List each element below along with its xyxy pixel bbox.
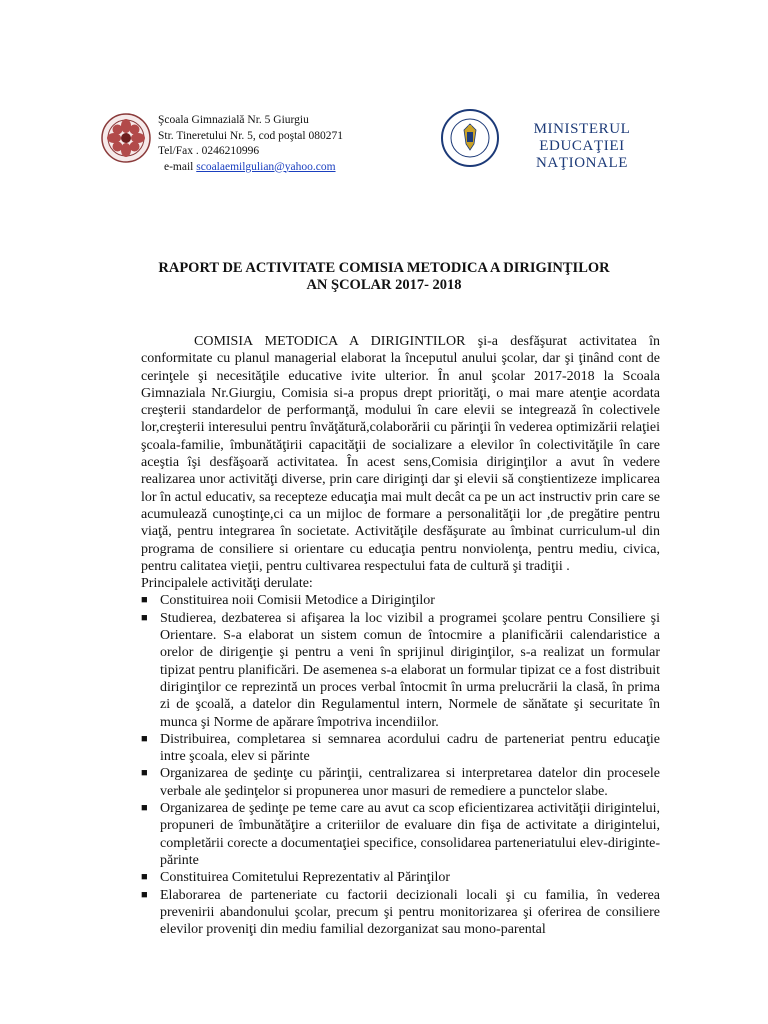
- school-phone: Tel/Fax . 0246210996: [158, 145, 260, 157]
- intro-paragraph: COMISIA METODICA A DIRIGINTILOR şi-a desfăşurat activitatea în conformitate cu planul managerial elaborat la începutul anului şcolar, dar şi ţinând cont de cerinţele şi necesităţile educative ivite ulterior. În anul şcolar 2017-2018 la Scoala Gimnaziala Nr.Giurgiu, Comisia si-a propus drept priorităţi, o mai mare atenţie acordata creşterii standardelor de performanţă, modului în care elevii se integrează în colectivele lor,creşterii interesului pentru învăţătură,colaborării cu părinţii în vederea optimizării relaţiei şcoala-familie, îmbunătăţirii capacităţii de socializare a elevilor în colectivităţile în care aceştia îşi desfăşoară activitatea. În acest sens,Comisia diriginţilor a avut în vedere realizarea unor activităţi diverse, prin care diriginţi dar şi elevii să conştientizeze implicarea lor în actul educativ, sa recepteze educaţia mai mult decât ca pe un act instructiv prin care se acumulează cunoştinţe,ci ca un mijloc de formare a personalităţii lor ,de pregătire pentru viaţă, pentru integrarea în societate. Activităţile desfăşurate au îmbinat curriculum-ul din programa de consiliere si orientare cu educaţia pentru nonviolenţa, pentru mediu, civica, pentru calitatea vieţii, pentru cultivarea respectului fata de cultură şi tradiţii .: [141, 334, 660, 574]
- school-name: Şcoala Gimnazială Nr. 5 Giurgiu: [158, 114, 309, 126]
- list-item: [141, 610, 660, 731]
- bullet-icon: ■: [141, 888, 148, 901]
- report-title: [0, 260, 768, 294]
- list-item: [141, 592, 660, 609]
- bullet-icon: ■: [141, 732, 148, 745]
- school-logo: [100, 112, 152, 164]
- bullet-icon: ■: [141, 594, 148, 607]
- activities-heading: Principalele activităţi derulate:: [141, 576, 313, 592]
- bullet-icon: ■: [141, 611, 148, 624]
- ministry-name-line-1: MINISTERUL EDUCAŢIEI: [533, 121, 631, 154]
- school-address: Str. Tineretului Nr. 5, cod poştal 080271: [158, 129, 343, 142]
- list-item: [141, 869, 660, 886]
- school-contact-block: [158, 113, 343, 175]
- report-title-line-1: RAPORT DE ACTIVITATE COMISIA METODICA A DIRIGINŢILOR: [158, 260, 610, 276]
- bullet-icon: ■: [141, 871, 148, 884]
- email-label: e-mail: [164, 160, 197, 173]
- list-item: [141, 765, 660, 800]
- list-item-text: Distribuirea, completarea si semnarea acordului cadru de parteneriat pentru educaţie intre şcoala, elev si părinte: [160, 731, 660, 765]
- bullet-icon: ■: [141, 802, 148, 815]
- ministry-name: [502, 121, 662, 172]
- report-title-line-2: AN ŞCOLAR 2017- 2018: [306, 277, 462, 293]
- list-item-text: Organizarea de şedinţe cu părinţii, centralizarea si interpretarea datelor din procesele verbale ale şedinţelor si propunerea unor masuri de remediere a punctelor slabe.: [160, 766, 660, 799]
- list-item: [141, 887, 660, 939]
- bullet-icon: ■: [141, 767, 148, 780]
- school-email-line: [158, 160, 343, 176]
- ministry-name-line-2: NAŢIONALE: [535, 155, 629, 171]
- report-body: [141, 333, 660, 938]
- list-item-text: Constituirea noii Comisii Metodice a Diriginţilor: [160, 593, 435, 609]
- email-link[interactable]: scoalaemilgulian@yahoo.com: [196, 160, 336, 173]
- list-item-text: Elaborarea de parteneriate cu factorii decizionali locali şi cu familia, în vederea prevenirii abandonului şcolar, precum şi pentru monitorizarea şi oferirea de consiliere elevilor proveniţi din mediu familial dezorganizat sau mono-parental: [160, 887, 660, 938]
- list-item: [141, 800, 660, 869]
- list-item-text: Organizarea de şedinţe pe teme care au avut ca scop eficientizarea activităţii dirigintelui, propuneri de îmbunătăţire a criteriilor de evaluare din fişa de activitate a dirigintelui, completării corecte a documentaţiei specifice, consolidarea parteneriatului elev-diriginte-părinte: [160, 801, 660, 868]
- list-item-text: Constituirea Comitetului Reprezentativ al Părinţilor: [160, 870, 451, 886]
- list-item-text: Studierea, dezbaterea si afişarea la loc vizibil a programei şcolare pentru Consiliere şi Orientare. S-a elaborat un sistem comun de întocmire a planificării calendaristice a orelor de dirigenţie şi pentru a veni în sprijinul diriginţilor, s-a realizat un formular tipizat pentru planificări. De asemenea s-a elaborat un formular tipizat ce a fost distribuit diriginţilor ce reprezintă un proces verbal întocmit în urma prelucrării la clasă, în prima zi de şcoală, a datelor din Regulamentul intern, Normele de sănătate şi securitate în munca şi Norme de apărare împotriva incendiilor.: [160, 610, 660, 730]
- list-item: [141, 731, 660, 766]
- activities-list: [141, 592, 660, 938]
- government-seal-logo: [440, 108, 500, 168]
